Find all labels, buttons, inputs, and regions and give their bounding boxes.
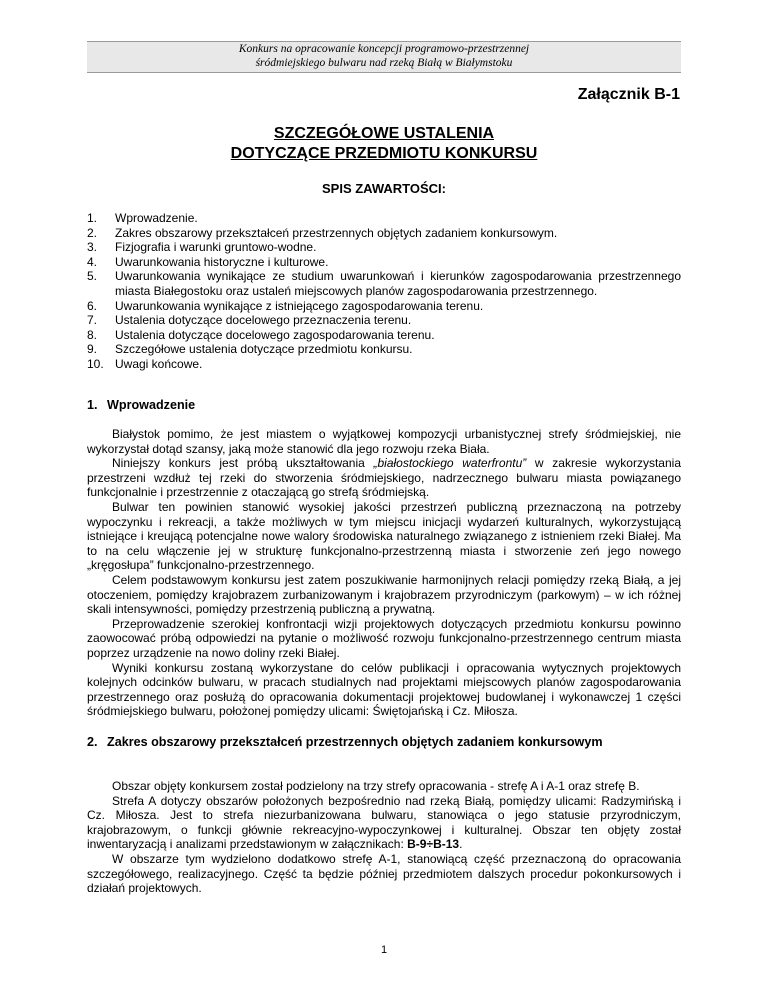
toc-heading: SPIS ZAWARTOŚCI: xyxy=(322,181,446,196)
section-number: 2. xyxy=(87,735,98,749)
toc-item-text: Ustalenia dotyczące docelowego zagospodarowania terenu. xyxy=(115,327,435,342)
paragraph: Wyniki konkursu zostaną wykorzystane do celów publikacji i opracowania wytycznych projektowych kolejnych odcinków bulwaru, w pracach studialnych nad projektami miejscowych planów zagospodarowania przestrzennego oraz posłużą do opracowania dokumentacji projektowej budowlanej i wykonawczej 1 części śródmiejskiego bulwaru, położonej pomiędzy ulicami: Świętojańską i Cz. Miłosza. xyxy=(87,660,681,719)
page-number: 1 xyxy=(380,944,388,956)
section-2-heading xyxy=(87,734,681,750)
table-of-contents xyxy=(87,211,681,372)
section-title: Zakres obszarowy przekształceń przestrzennych objętych zadaniem konkursowym xyxy=(107,735,603,749)
toc-item xyxy=(87,226,681,241)
toc-item-text: Uwarunkowania wynikające z istniejącego zagospodarowania terenu. xyxy=(115,298,484,313)
toc-item-text: Fizjografia i warunki gruntowo-wodne. xyxy=(115,240,317,255)
toc-item xyxy=(87,299,681,314)
toc-item-number: 4. xyxy=(87,254,98,269)
toc-item xyxy=(87,240,681,255)
toc-item-number: 2. xyxy=(87,225,98,240)
toc-item-number: 1. xyxy=(87,211,98,225)
toc-item xyxy=(87,328,681,343)
toc-item-number: 7. xyxy=(87,313,98,328)
toc-item-text: Uwarunkowania wynikające ze studium uwarunkowań i kierunków zagospodarowania przestrzennego miasta Białegostoku oraz ustaleń miejscowych planów zagospodarowania przestrzennego. xyxy=(115,269,681,298)
paragraph: Strefa A dotyczy obszarów położonych bezpośrednio nad rzeką Białą, pomiędzy ulicami: Radzymińską i Cz. Miłosza. Jest to strefa niezurbanizowana bulwaru, stanowiąca o jego statusie przyrodniczym, krajobrazowym, o funkcji głównie rekreacyjno-wypoczynkowej i kulturalnej. Obszar ten objęty został inwentaryzacją i analizami przedstawionym w załącznikach: B-9÷B-13. xyxy=(87,793,681,852)
paragraph: Niniejszy konkurs jest próbą ukształtowania „białostockiego waterfrontu” w zakresie wykorzystania przestrzeni wzdłuż tej rzeki do stworzenia śródmiejskiego, nadrzecznego bulwaru miasta powiązanego funkcjonalnie i przestrzennie z otaczającą go strefą śródmiejską. xyxy=(87,456,681,500)
toc-item-text: Zakres obszarowy przekształceń przestrzennych objętych zadaniem konkursowym. xyxy=(115,225,558,240)
section-1-body xyxy=(87,427,681,719)
section-2-body xyxy=(87,779,681,896)
toc-item-number: 5. xyxy=(87,269,98,284)
paragraph: W obszarze tym wydzielono dodatkowo strefę A-1, stanowiącą część przeznaczoną do opracowania szczegółowego, realizacyjnego. Część ta będzie później przedmiotem dalszych procedur pokonkursowych i działań projektowych. xyxy=(87,851,681,896)
header-line-2: śródmiejskiego bulwaru nad rzeką Białą w Białymstoku xyxy=(255,57,513,69)
toc-item-text: Uwarunkowania historyczne i kulturowe. xyxy=(115,254,329,269)
toc-item-number: 9. xyxy=(87,342,98,357)
section-1-heading xyxy=(87,397,681,413)
section-title: Wprowadzenie xyxy=(107,398,196,412)
section-number: 1. xyxy=(87,398,98,412)
toc-item-text: Uwagi końcowe. xyxy=(115,356,203,371)
toc-item xyxy=(87,342,681,357)
paragraph: Przeprowadzenie szerokiej konfrontacji wizji projektowych dotyczących przedmiotu konkursu powinno zaowocować próbą odpowiedzi na pytanie o możliwość rozwoju funkcjonalno-przestrzennego centrum miasta poprzez urządzenie na nowo doliny rzeki Białej. xyxy=(87,616,681,660)
toc-item-number: 3. xyxy=(87,240,98,255)
annex-label: Załącznik B-1 xyxy=(577,86,680,103)
paragraph: Białystok pomimo, że jest miastem o wyjątkowej kompozycji urbanistycznej strefy śródmiejskiej, nie wykorzystał dotąd szansy, jaką może stanowić dla jego rozwoju rzeka Biała. xyxy=(87,427,681,456)
toc-item-text: Szczegółowe ustalenia dotyczące przedmiotu konkursu. xyxy=(115,342,413,357)
toc-item xyxy=(87,357,681,372)
paragraph: Celem podstawowym konkursu jest zatem poszukiwanie harmonijnych relacji pomiędzy rzeką Białą, a jej otoczeniem, pomiędzy krajobrazem zurbanizowanym i krajobrazem przyrodniczym (parkowym) – w ich różnej skali intensywności, pomiędzy przestrzenią publiczną a prywatną. xyxy=(87,572,681,617)
toc-item-text: Ustalenia dotyczące docelowego przeznaczenia terenu. xyxy=(115,313,412,328)
title-line-1: SZCZEGÓŁOWE USTALENIA xyxy=(273,125,495,142)
toc-item-number: 10. xyxy=(87,356,104,371)
toc-item-number: 6. xyxy=(87,298,98,313)
document-title xyxy=(0,124,768,164)
toc-item xyxy=(87,211,681,226)
title-line-2: DOTYCZĄCE PRZEDMIOTU KONKURSU xyxy=(230,145,538,162)
running-header xyxy=(87,41,681,73)
toc-item-text: Wprowadzenie. xyxy=(115,211,198,225)
toc-item xyxy=(87,313,681,328)
toc-item-number: 8. xyxy=(87,327,98,342)
header-line-1: Konkurs na opracowanie koncepcji programowo-przestrzennej xyxy=(238,43,530,55)
paragraph: Obszar objęty konkursem został podzielony na trzy strefy opracowania - strefę A i A-1 oraz strefę B. xyxy=(112,779,640,793)
paragraph: Bulwar ten powinien stanowić wysokiej jakości przestrzeń publiczną przeznaczoną na potrzeby wypoczynku i rekreacji, a także możliwych w tym miejscu inicjacji wydarzeń kulturalnych, wykorzystującą istniejące i kreującą potencjalne nowe walory środowiska naturalnego związanego z istnieniem rzeki Białej. Ma to na celu włączenie jej w strukturę funkcjonalno-przestrzenną miasta i stworzenie zeń jego nowego „kręgosłupa” funkcjonalno-przestrzennego. xyxy=(87,499,681,573)
toc-item xyxy=(87,269,681,298)
toc-item xyxy=(87,255,681,270)
